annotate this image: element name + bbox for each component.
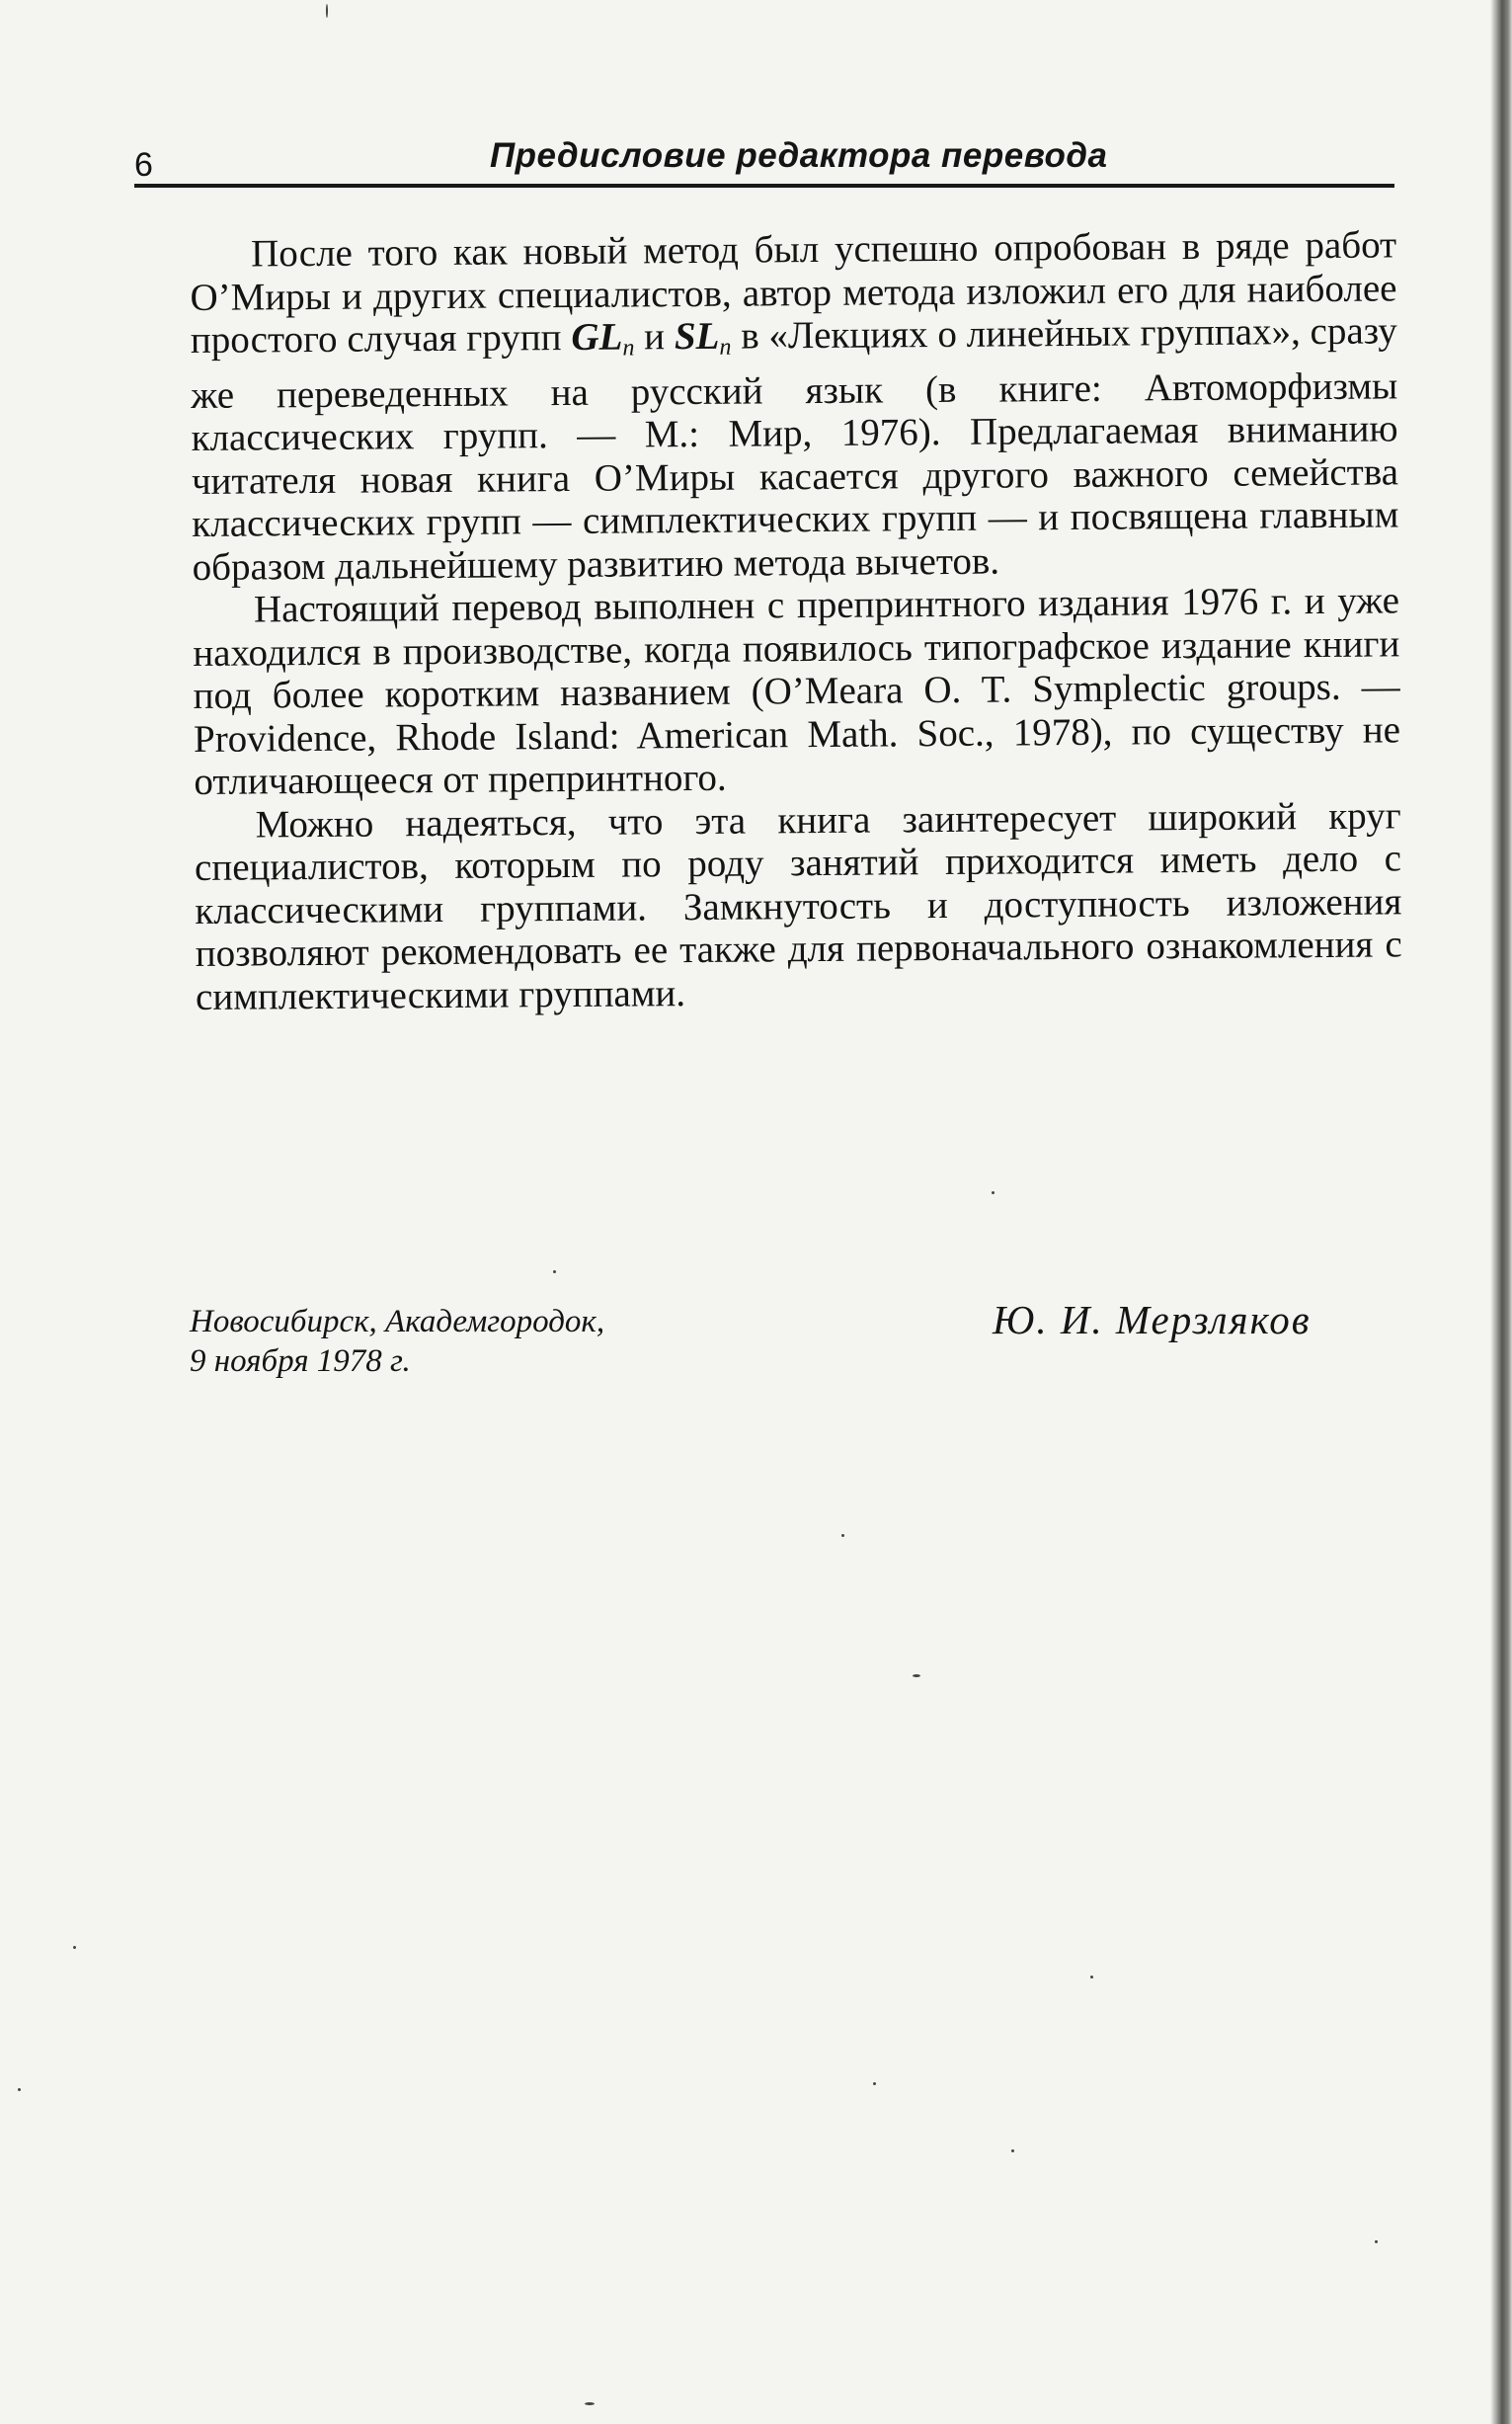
paragraph-3: Можно надеяться, что эта книга заинтересует широкий круг специалистов, которым по роду занятий приходится иметь дело с классическими группами. Замкнутость и доступность изложения позволяют рекомендовать ее также для первоначального ознакомления с симплектическими группами. <box>194 793 1402 1018</box>
running-title: Предисловие редактора перевода <box>490 136 1108 175</box>
date-line: 9 ноября 1978 г. <box>190 1343 411 1379</box>
math-sl-base: SL <box>674 314 720 359</box>
page-header <box>134 136 1393 186</box>
paragraph-1-text-end: в «Лекциях о линейных группах», сразу же переведенных на русский язык (в книге: Автоморфизмы классических групп. — М.: Мир, 1976). Предлагаемая вниманию читателя новая книга О’Миры касается другого важного семейства классических групп — симплектических групп — и посвящена главным образом дальнейшему развитию метода вычетов. <box>191 309 1399 589</box>
scan-speck <box>913 1674 920 1677</box>
scan-speck <box>873 2082 876 2085</box>
author-name: Ю. И. Мерзляков <box>993 1297 1312 1342</box>
place-and-date <box>190 1302 604 1381</box>
binding-shadow <box>1490 0 1512 2424</box>
math-gl-subscript: n <box>622 335 635 362</box>
math-sl-subscript: n <box>719 334 732 361</box>
page-number: 6 <box>134 146 153 184</box>
paragraph-1 <box>190 223 1399 589</box>
math-gl-base: GL <box>571 315 623 359</box>
scan-speck <box>553 1270 556 1273</box>
scan-speck <box>326 4 328 18</box>
scan-speck <box>1011 2149 1014 2152</box>
scan-speck <box>1375 2240 1378 2243</box>
signature-block <box>190 1297 1375 1391</box>
paragraph-1-text-start: После того как новый метод был успешно опробован в ряде работ О’Миры и других специалистов, автор метода изложил его для наиболее простого случая групп <box>190 223 1397 362</box>
scan-speck <box>841 1534 844 1537</box>
scan-speck <box>585 2402 595 2405</box>
math-gl-n <box>571 315 635 362</box>
paragraph-1-conjunction: и <box>634 315 676 359</box>
paragraph-2: Настоящий перевод выполнен с препринтного издания 1976 г. и уже находился в производстве, когда появилось типографское издание книги под более коротким названием (O’Meara O. T. Symplectic groups. — Providence, Rhode Island: American Math. Soc., 1978), по существу не отличающееся от препринтного. <box>193 579 1401 803</box>
scan-speck <box>73 1946 76 1949</box>
place-line: Новосибирск, Академгородок, <box>190 1304 605 1339</box>
scan-speck <box>992 1191 995 1194</box>
math-sl-n <box>674 314 732 361</box>
header-rule <box>134 184 1394 188</box>
body-text <box>190 223 1402 1018</box>
scan-speck <box>18 2088 21 2091</box>
scan-speck <box>1090 1976 1093 1979</box>
